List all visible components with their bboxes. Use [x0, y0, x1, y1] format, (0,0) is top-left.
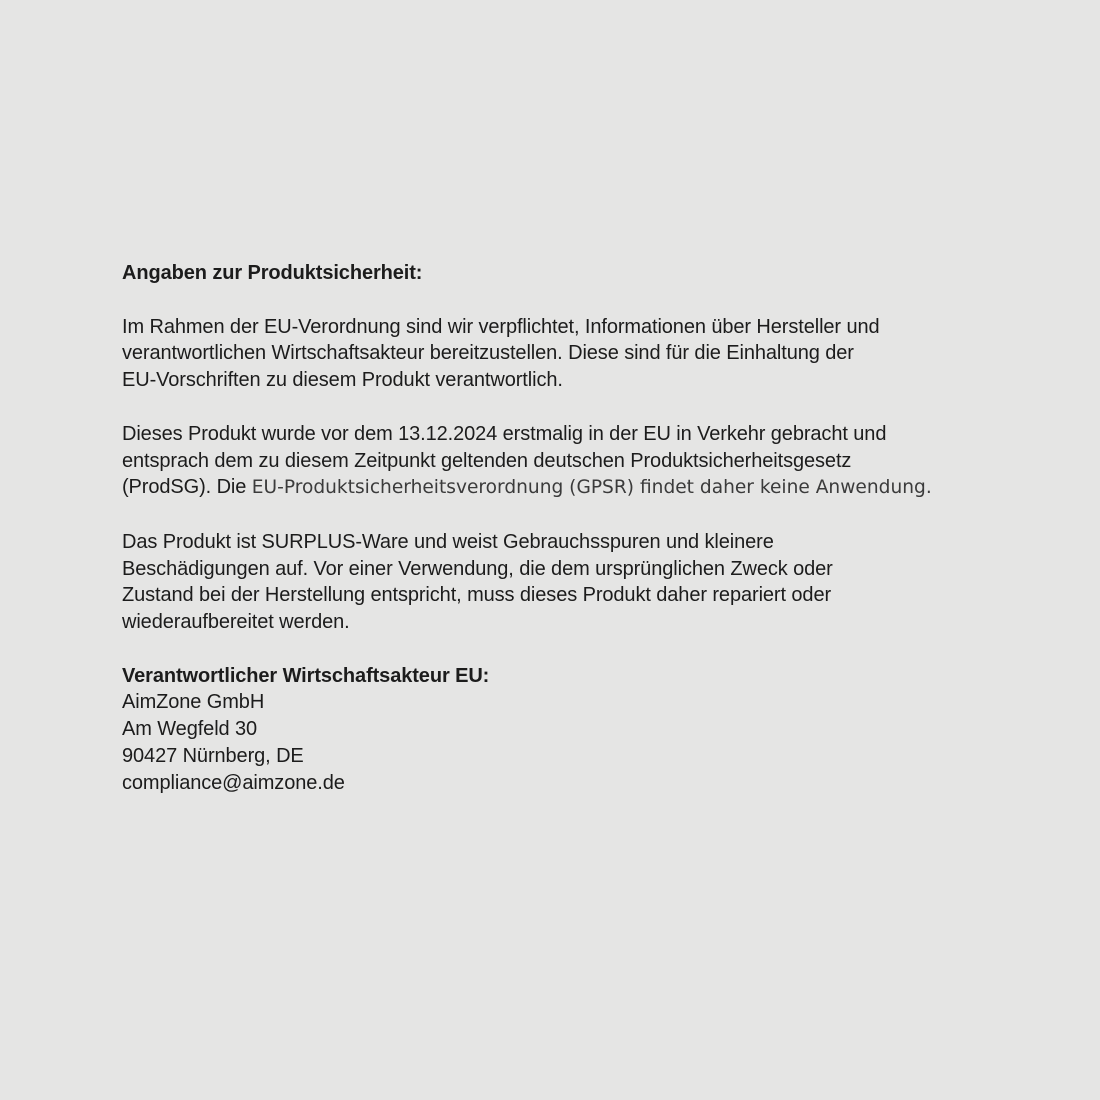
paragraph-line: wiederaufbereitet werden.: [122, 611, 350, 634]
city-address: 90427 Nürnberg, DE: [122, 744, 304, 767]
company-name: AimZone GmbH: [122, 691, 265, 714]
paragraph-line: verantwortlichen Wirtschaftsakteur bereitzustellen. Diese sind für die Einhaltung der: [122, 342, 854, 365]
gpsr-reference-text: EU-Produktsicherheitsverordnung (GPSR) findet daher keine Anwendung.: [251, 477, 932, 499]
paragraph-eu-regulation: [122, 314, 1022, 394]
product-safety-text: [122, 260, 1022, 796]
responsible-actor-block: [122, 663, 1022, 797]
paragraph-line: Dieses Produkt wurde vor dem 13.12.2024 erstmalig in der EU in Verkehr gebracht und: [122, 422, 887, 445]
paragraph-line: entsprach dem zu diesem Zeitpunkt geltenden deutschen Produktsicherheitsgesetz: [122, 449, 852, 472]
paragraph-market-date: [122, 421, 1022, 502]
safety-heading: Angaben zur Produktsicherheit:: [122, 262, 423, 284]
paragraph-line: [122, 474, 1022, 502]
paragraph-line: EU-Vorschriften zu diesem Produkt verantwortlich.: [122, 369, 563, 392]
paragraph-line-segment: (ProdSG). Die: [122, 476, 252, 499]
street-address: Am Wegfeld 30: [122, 718, 258, 741]
paragraph-surplus-condition: [122, 529, 1022, 636]
paragraph-line: Zustand bei der Herstellung entspricht, muss dieses Produkt daher repariert oder: [122, 584, 832, 607]
responsible-actor-heading: Verantwortlicher Wirtschaftsakteur EU:: [122, 664, 490, 687]
contact-email: compliance@aimzone.de: [122, 771, 345, 794]
paragraph-line: Im Rahmen der EU-Verordnung sind wir verpflichtet, Informationen über Hersteller und: [122, 315, 880, 338]
paragraph-line: Beschädigungen auf. Vor einer Verwendung, die dem ursprünglichen Zweck oder: [122, 557, 833, 580]
paragraph-line: Das Produkt ist SURPLUS-Ware und weist Gebrauchsspuren und kleinere: [122, 530, 774, 553]
